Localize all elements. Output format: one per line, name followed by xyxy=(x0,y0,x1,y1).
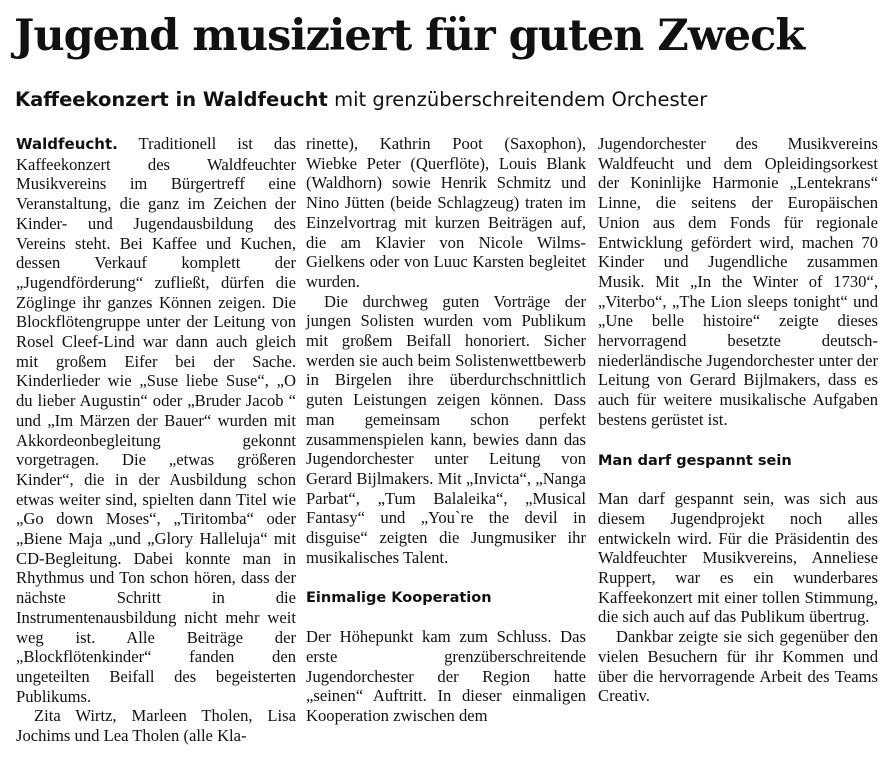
headline: Jugend musiziert für guten Zweck xyxy=(14,11,805,61)
paragraph-intro xyxy=(16,134,296,706)
paragraph: Zita Wirtz, Marleen Tholen, Lisa Jochims und Lea Tholen (alle Kla- xyxy=(16,706,296,746)
subheadline-bold: Kaffeekonzert in Waldfeucht xyxy=(15,88,328,111)
paragraph-intro-body: Traditionell ist das Kaffeekonzert des Waldfeuchter Musikvereins im Bürgertreff eine Veranstaltung, die ganz im Zeichen der Kinder- und Jugendausbildung des Vereins steht. Bei Kaffee und Kuchen, dessen Verkauf komplett der „Jugendförderung“ zufließt, dürfen die Zöglinge ihr ganzes Können zeigen. Die Blockflötengruppe unter der Leitung von Rosel Cleef-Lind war dann auch gleich mit großem Eifer bei der Sache. Kinderlieder wie „Suse liebe Suse“, „O du lieber Augustin“ oder „Bruder Jacob “ und „Im Märzen der Bauer“ wurden mit Akkordeonbegleitung gekonnt vorgetragen. Die „etwas größeren Kinder“, die in der Ausbildung schon etwas weiter sind, spielten dann Titel wie „Go down Moses“, „Tiritomba“ oder „Biene Maja „und „Glory Halleluja“ mit CD-Begleitung. Dabei konnte man in Rhythmus und Ton schon hören, dass der nächste Schritt in die Instrumentenausbildung nicht mehr weit weg ist. Alle Beiträge der „Blockflötenkinder“ fanden den ungeteilten Beifall des begeisterten Publikums. xyxy=(16,134,296,706)
paragraph: Man darf gespannt sein, was sich aus diesem Jugendprojekt noch alles entwickeln wird. Für die Präsidentin des Waldfeuchter Musikvereins, Anneliese Ruppert, war es ein wunderbares Kaffeekonzert mit einer tollen Stimmung, die sich auch auf das Publikum übertrug. xyxy=(598,489,878,627)
paragraph: rinette), Kathrin Poot (Saxophon), Wiebke Peter (Querflöte), Louis Blank (Waldhorn) sowie Henrik Schmitz und Nino Jütten (beide Schlagzeug) traten im Einzelvortrag mit kurzen Beiträgen auf, die am Klavier von Nicole Wilms-Gielkens oder von Luuc Karsten begleitet wurden. xyxy=(306,134,586,291)
paragraph: Jugendorchester des Musikvereins Waldfeucht und dem Opleidingsorkest der Koninlijke Harmonie „Lentekrans“ Linne, die seitens der Europäischen Union aus dem Fonds für regionale Entwicklung gefördert wird, machen 70 Kinder und Jugendliche zusammen Musik. Mit „In the Winter of 1730“, „Viterbo“, „The Lion sleeps tonight“ und „Une belle histoire“ zeigte dieses hervorragend besetzte deutsch-niederländische Jugendorchester unter der Leitung von Gerard Bijlmakers, dass es auch für weitere musikalische Aufgaben bestens gerüstet ist. xyxy=(598,134,878,429)
paragraph: Dankbar zeigte sie sich gegenüber den vielen Besuchern für ihr Kommen und über die hervorragende Arbeit des Teams Creativ. xyxy=(598,627,878,706)
subheadline-rest: mit grenzüberschreitendem Orchester xyxy=(327,88,708,111)
paragraph: Der Höhepunkt kam zum Schluss. Das erste grenzüberschreitende Jugendorchester der Region hatte „seinen“ Auftritt. In dieser einmaligen Kooperation zwischen dem xyxy=(306,627,586,725)
paragraph: Die durchweg guten Vorträge der jungen Solisten wurden vom Publikum mit großem Beifall honoriert. Sicher werden sie auch beim Solistenwettbewerb in Birgelen ihre überdurchschnittlich guten Leistungen zeigen können. Dass man gemeinsam schon perfekt zusammenspielen kann, bewies dann das Jugendorchester unter Leitung von Gerard Bijlmakers. Mit „Invicta“, „Nanga Parbat“, „Tum Balaleika“, „Musical Fantasy“ und „You`re the devil in disguise“ zeigten die Jungmusiker ihr musikalisches Talent. xyxy=(306,291,586,567)
subheadline xyxy=(15,86,875,114)
dateline: Waldfeucht. xyxy=(16,135,118,153)
column-3 xyxy=(598,134,878,706)
column-1 xyxy=(16,134,296,746)
section-heading: Man darf gespannt sein xyxy=(598,452,792,469)
section-heading: Einmalige Kooperation xyxy=(306,590,492,607)
column-2 xyxy=(306,134,586,726)
